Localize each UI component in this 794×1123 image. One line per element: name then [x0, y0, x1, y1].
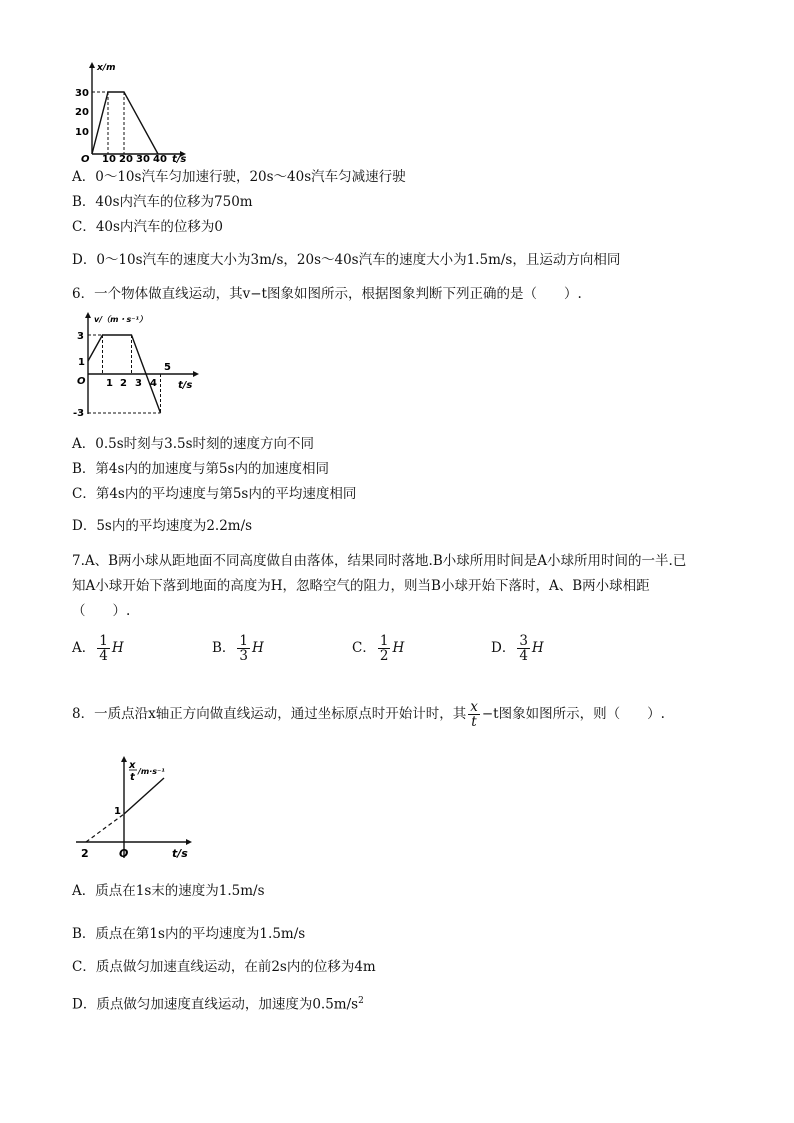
q8-y-label-num: x: [129, 760, 136, 771]
q5-x-label: t/s: [172, 154, 187, 163]
q8-option-c: C．质点做匀加速直线运动，在前2s内的位移为4m: [72, 959, 376, 975]
q8-option-b: B．质点在第1s内的平均速度为1.5m/s: [72, 926, 306, 942]
q8-option-a: A．质点在1s末的速度为1.5m/s: [72, 883, 265, 899]
q8-x-tick-2: 2: [81, 847, 89, 860]
q6-x-label: t/s: [178, 380, 193, 391]
q6-x-tick-3: 3: [135, 378, 142, 389]
q5-x-tick-40: 40: [153, 154, 167, 163]
q6-option-d: D．5s内的平均速度为2.2m/s: [72, 518, 253, 534]
q5-y-tick-30: 30: [75, 88, 89, 99]
q5-x-tick-10: 10: [102, 154, 116, 163]
q6-option-c: C．第4s内的平均速度与第5s内的平均速度相同: [72, 486, 357, 502]
q7-stem-line1: 7.A、B两小球从距地面不同高度做自由落体，结果同时落地.B小球所用时间是A小球所用时间的一半.已: [72, 553, 687, 569]
q5-y-tick-20: 20: [75, 107, 89, 118]
q5-option-c: C．40s内汽车的位移为0: [72, 219, 224, 235]
q7-option-a: A． $\frac{1}{4}$ H: [72, 633, 124, 664]
q5-xt-graph: [72, 58, 202, 163]
q6-option-a: A．0.5s时刻与3.5s时刻的速度方向不同: [72, 436, 315, 452]
q7-option-d: D． $\frac{3}{4}$ H: [491, 633, 544, 664]
q6-option-b: B．第4s内的加速度与第5s内的加速度相同: [72, 461, 329, 477]
q6-x-tick-1: 1: [106, 378, 113, 389]
q5-x-tick-30: 30: [136, 154, 150, 163]
q6-x-tick-4: 4: [150, 378, 157, 389]
q6-x-tick-5: 5: [164, 362, 171, 373]
q5-x-tick-20: 20: [119, 154, 133, 163]
q8-stem: 8．一质点沿x轴正方向做直线运动，通过坐标原点时开始计时，其 $\frac{x}{t}$ −t图象如图所示，则（ ）.: [72, 699, 665, 730]
q8-y-tick-1: 1: [114, 806, 121, 817]
q5-origin: O: [81, 154, 90, 163]
q8-y-label-unit: /m·s⁻¹: [138, 767, 165, 776]
q6-vt-graph: [72, 308, 212, 420]
q7-stem-line3: （ ）.: [72, 603, 131, 619]
q8-x-label: t/s: [172, 847, 188, 860]
q6-stem: 6．一个物体做直线运动，其v−t图象如图所示，根据图象判断下列正确的是（ ）.: [72, 286, 582, 302]
q6-y-tick-neg3: -3: [73, 408, 85, 419]
q6-y-tick-3: 3: [77, 331, 84, 342]
q8-option-d: D．质点做匀加速度直线运动，加速度为$0.5m/s^2$: [72, 996, 364, 1013]
q7-option-c: C． $\frac{1}{2}$ H: [352, 633, 405, 664]
q5-y-tick-10: 10: [75, 127, 89, 138]
q7-option-b: B． $\frac{1}{3}$ H: [212, 633, 264, 664]
q6-y-label: v/（m・s⁻¹）: [94, 315, 147, 324]
q8-origin: O: [119, 847, 129, 860]
q5-option-d: D．0～10s汽车的速度大小为3m/s，20s～40s汽车的速度大小为1.5m/s，且运动方向相同: [72, 252, 621, 268]
q6-origin: O: [77, 376, 86, 387]
q5-option-b: B．40s内汽车的位移为750m: [72, 194, 253, 210]
q7-stem-line2: 知A小球开始下落到地面的高度为H，忽略空气的阻力，则当B小球开始下落时，A、B两小球相距: [72, 578, 650, 594]
q8-y-label-den: t: [130, 772, 135, 783]
q5-option-a: A．0～10s汽车匀加速行驶，20s～40s汽车匀减速行驶: [72, 169, 406, 185]
q5-y-label: x/m: [97, 63, 116, 73]
q6-x-tick-2: 2: [120, 378, 127, 389]
q6-y-tick-1: 1: [78, 357, 85, 368]
q8-xt-over-t-graph: [72, 752, 202, 864]
